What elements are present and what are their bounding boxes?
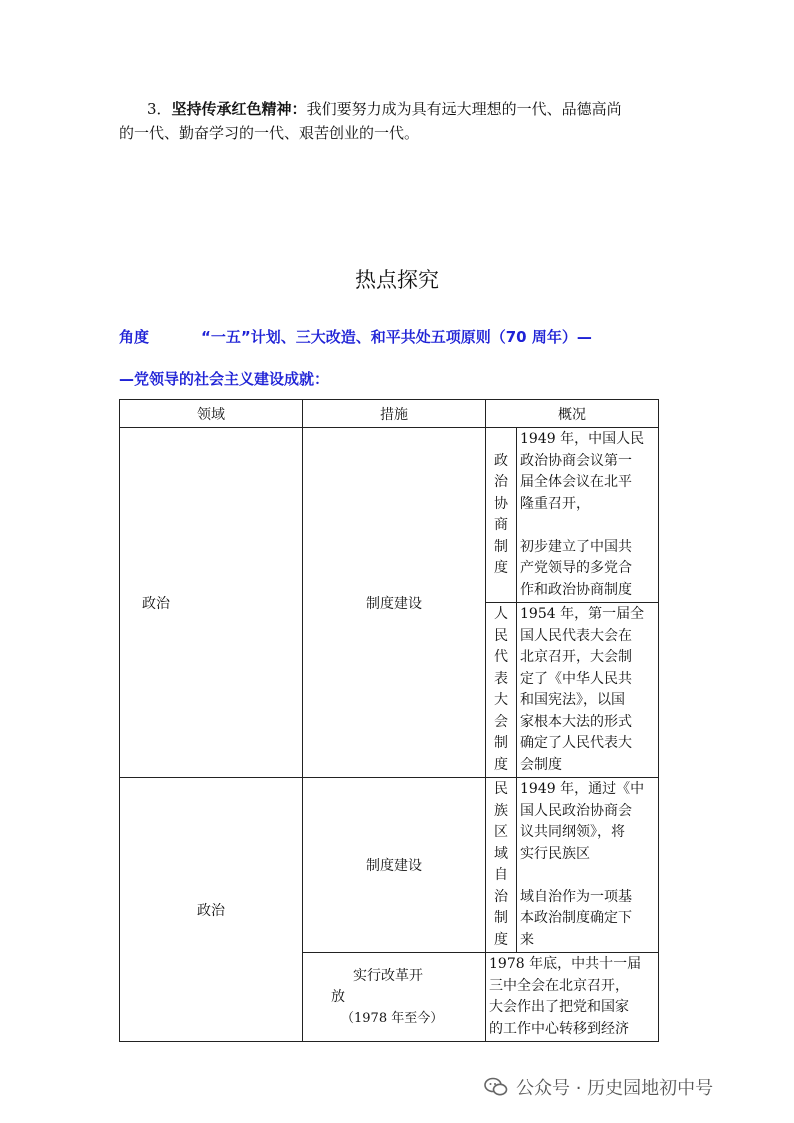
system-name-char: 代 (494, 649, 508, 665)
angle-line2: —党领导的社会主义建设成就： (119, 370, 330, 388)
system-name-cell (486, 778, 517, 953)
header-measure: 措施 (303, 400, 486, 428)
description-line: 1949 年，中国人民 (520, 431, 645, 447)
reform-description-cell (486, 953, 659, 1042)
system-name-char: 治 (494, 888, 508, 905)
system-name-char: 民 (494, 781, 508, 797)
reform-line2: 放 (331, 988, 345, 1005)
description-line: 会制度 (520, 756, 562, 773)
description-line: 来 (520, 931, 534, 948)
description-line: 1949 年，通过《中 (520, 781, 645, 797)
system-name-char: 制 (494, 538, 508, 555)
description-line (520, 515, 656, 537)
system-name-char: 区 (494, 824, 508, 840)
table-row (120, 778, 659, 953)
angle-line1: “一五”计划、三大改造、和平共处五项原则（70 周年）— (201, 328, 592, 346)
description-line: 国人民政治协商会 (520, 802, 632, 819)
description-line: 本政治制度确定下 (520, 910, 632, 926)
description-line: 定了《中华人民共 (520, 670, 632, 687)
reform-line3: （1978 年至今） (341, 1010, 444, 1026)
wechat-icon (484, 1077, 508, 1097)
system-name-char: 人 (494, 606, 508, 622)
description-line: 实行民族区 (520, 845, 590, 862)
measure-cell: 制度建设 (303, 428, 486, 778)
achievements-table (119, 399, 659, 1042)
description-line: 隆重召开， (520, 495, 590, 512)
footer-text: 公众号 · 历史园地初中号 (516, 1078, 714, 1099)
angle-label: 角度 (119, 328, 150, 346)
intro-heading: 坚持传承红色精神： (171, 100, 307, 118)
system-name-char: 会 (494, 713, 508, 730)
header-overview: 概况 (486, 400, 659, 428)
description-line: 1954 年，第一届全 (520, 606, 645, 622)
description-line: 届全体会议在北平 (520, 474, 632, 490)
intro-line2: 的一代、勤奋学习的一代、艰苦创业的一代。 (119, 124, 420, 142)
description-line: 的工作中心转移到经济 (489, 1020, 629, 1037)
table-header-row (120, 400, 659, 428)
system-name-char: 表 (494, 670, 508, 687)
description-line: 确定了人民代表大 (520, 735, 632, 751)
description-line (520, 865, 656, 887)
system-name-char: 大 (494, 692, 508, 708)
description-line: 北京召开，大会制 (520, 649, 632, 665)
system-name-char: 协 (494, 495, 508, 512)
system-name-char: 度 (494, 931, 508, 948)
system-name-char: 制 (494, 735, 508, 751)
angle-heading (119, 326, 689, 347)
description-line: 作和政治协商制度 (520, 581, 632, 598)
section-title: 热点探究 (355, 268, 439, 292)
description-line: 初步建立了中国共 (520, 538, 632, 555)
description-line: 产党领导的多党合 (520, 560, 632, 576)
system-name-cell (486, 428, 517, 603)
description-line: 国人民代表大会在 (520, 627, 632, 644)
system-name-char: 度 (494, 756, 508, 773)
system-name-char: 制 (494, 910, 508, 926)
description-line: 和国宪法》，以国 (520, 692, 625, 708)
measure-cell: 制度建设 (303, 778, 486, 953)
system-name-char: 政 (494, 452, 508, 469)
description-line: 大会作出了把党和国家 (489, 999, 629, 1015)
intro-paragraph (119, 97, 679, 145)
reform-line1: 实行改革开 (353, 967, 423, 984)
system-name-char: 商 (494, 517, 508, 533)
description-line: 议共同纲领》，将 (520, 824, 625, 840)
reform-measure-cell (303, 953, 486, 1042)
description-cell (517, 428, 659, 603)
system-name-char: 族 (494, 802, 508, 819)
description-line: 1978 年底，中共十一届 (489, 956, 642, 972)
description-cell (517, 778, 659, 953)
intro-number: 3． (147, 100, 172, 118)
footer-watermark (484, 1074, 713, 1100)
system-name-char: 自 (494, 867, 508, 883)
description-line: 域自治作为一项基 (520, 888, 632, 905)
description-line: 三中全会在北京召开， (489, 977, 629, 994)
header-domain: 领域 (120, 400, 303, 428)
system-name-cell (486, 603, 517, 778)
domain-cell: 政治 (120, 778, 303, 1042)
intro-line1: 我们要努力成为具有远大理想的一代、品德高尚 (306, 100, 622, 118)
description-line: 家根本大法的形式 (520, 713, 632, 730)
system-name-char: 民 (494, 627, 508, 644)
system-name-char: 度 (494, 560, 508, 576)
system-name-char: 域 (494, 845, 508, 862)
description-line: 政治协商会议第一 (520, 452, 632, 469)
system-name-char: 治 (494, 474, 508, 490)
table-row (120, 428, 659, 603)
description-cell (517, 603, 659, 778)
domain-cell: 政治 (120, 428, 303, 778)
